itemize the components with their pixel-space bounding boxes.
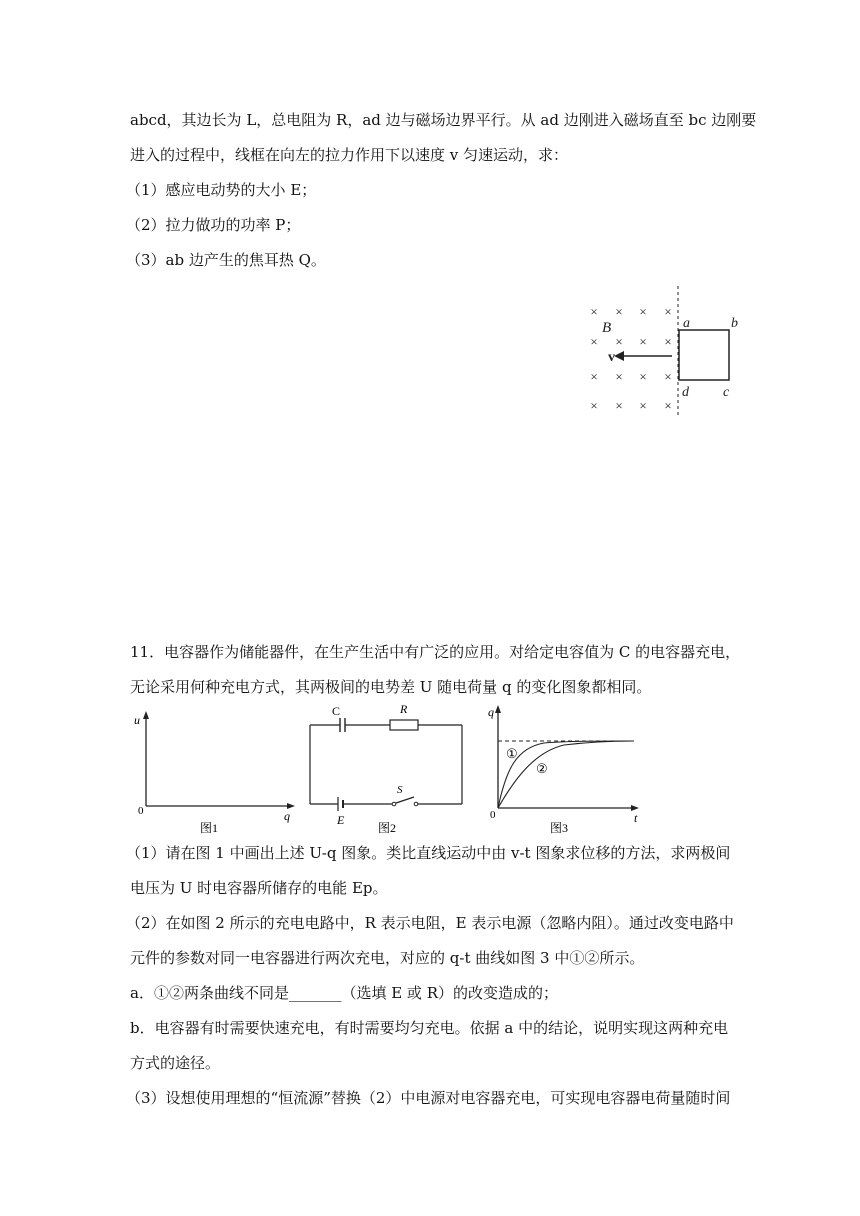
figure-2-circuit [300, 700, 470, 836]
resistor [390, 720, 418, 730]
q10-line-1: abcd，其边长为 L，总电阻为 R，ad 边与磁场边界平行。从 ad 边刚进入磁场直至 bc 边刚要 [130, 111, 757, 129]
svg-text:×: × [639, 369, 647, 384]
fig2-label-c: C [332, 704, 341, 718]
svg-text:×: × [639, 398, 647, 413]
curve-1-label: ① [506, 746, 518, 761]
q10-part-2: （2）拉力做功的功率 P； [126, 216, 301, 234]
q11-part-1-line-2: 电压为 U 时电容器所储存的电能 Ep。 [130, 879, 388, 897]
fig3-y-axis-label: q [488, 705, 494, 719]
fig1-origin: 0 [138, 805, 144, 817]
fig2-caption: 图2 [378, 821, 397, 835]
fig2-label-s: S [397, 784, 403, 796]
svg-text:×: × [639, 334, 647, 349]
q10-part-3: （3）ab 边产生的焦耳热 Q。 [126, 251, 326, 269]
fig1-y-axis-label: u [134, 713, 140, 727]
q11-part-2b-line-2: 方式的途径。 [130, 1054, 221, 1072]
square-loop [679, 330, 729, 380]
field-cross: × [590, 304, 598, 319]
corner-a: a [683, 316, 690, 331]
svg-text:×: × [664, 398, 672, 413]
q10-part-1: （1）感应电动势的大小 E； [126, 181, 317, 199]
q11-part-2a: a．①②两条曲线不同是_______（选填 E 或 R）的改变造成的； [130, 984, 558, 1002]
q11-part-1-line-1: （1）请在图 1 中画出上述 U-q 图象。类比直线运动中由 v-t 图象求位移的方法，求两极间 [126, 844, 731, 862]
q10-line-2: 进入的过程中，线框在向左的拉力作用下以速度 v 匀速运动，求： [130, 146, 569, 164]
switch-lever [396, 797, 414, 803]
curve-2-label: ② [536, 761, 548, 776]
q11-line-1: 11．电容器作为储能器件，在生产生活中有广泛的应用。对给定电容值为 C 的电容器充电， [130, 643, 741, 661]
q11-line-2: 无论采用何种充电方式，其两极间的电势差 U 随电荷量 q 的变化图象都相同。 [130, 678, 652, 696]
svg-text:×: × [590, 369, 598, 384]
corner-c: c [723, 385, 730, 400]
svg-text:×: × [615, 334, 623, 349]
svg-text:×: × [615, 369, 623, 384]
svg-text:×: × [590, 398, 598, 413]
fig3-caption: 图3 [550, 821, 569, 835]
svg-text:×: × [615, 398, 623, 413]
q11-part-3-line-1: （3）设想使用理想的“恒流源”替换（2）中电源对电容器充电，可实现电容器电荷量随时间 [126, 1089, 731, 1107]
fig1-x-axis-label: q [284, 809, 290, 823]
magnetic-field-figure [580, 286, 760, 416]
figure-1 [128, 708, 298, 836]
velocity-label: v [608, 350, 615, 365]
svg-text:×: × [664, 334, 672, 349]
fig2-label-e: E [337, 813, 345, 827]
q11-part-2-line-2: 元件的参数对同一电容器进行两次充电，对应的 q-t 曲线如图 3 中①②所示。 [130, 949, 645, 967]
fig1-caption: 图1 [200, 821, 219, 835]
svg-text:×: × [639, 304, 647, 319]
fig3-x-axis-label: t [634, 811, 638, 825]
curve-1 [498, 741, 634, 808]
q11-part-2-line-1: （2）在如图 2 所示的充电电路中，R 表示电阻，E 表示电源（忽略内阻）。通过改变电路中 [126, 914, 734, 932]
fig2-label-r: R [400, 702, 408, 716]
curve-2 [498, 741, 634, 808]
svg-text:×: × [664, 304, 672, 319]
corner-d: d [682, 385, 689, 400]
field-label-b: B [602, 320, 612, 336]
fig3-origin: 0 [490, 809, 496, 821]
svg-text:×: × [664, 369, 672, 384]
figure-3 [484, 700, 644, 836]
svg-text:×: × [615, 304, 623, 319]
svg-text:×: × [590, 334, 598, 349]
q11-part-2b-line-1: b．电容器有时需要快速充电，有时需要均匀充电。依据 a 中的结论，说明实现这两种充电 [130, 1019, 729, 1037]
corner-b: b [731, 316, 738, 331]
